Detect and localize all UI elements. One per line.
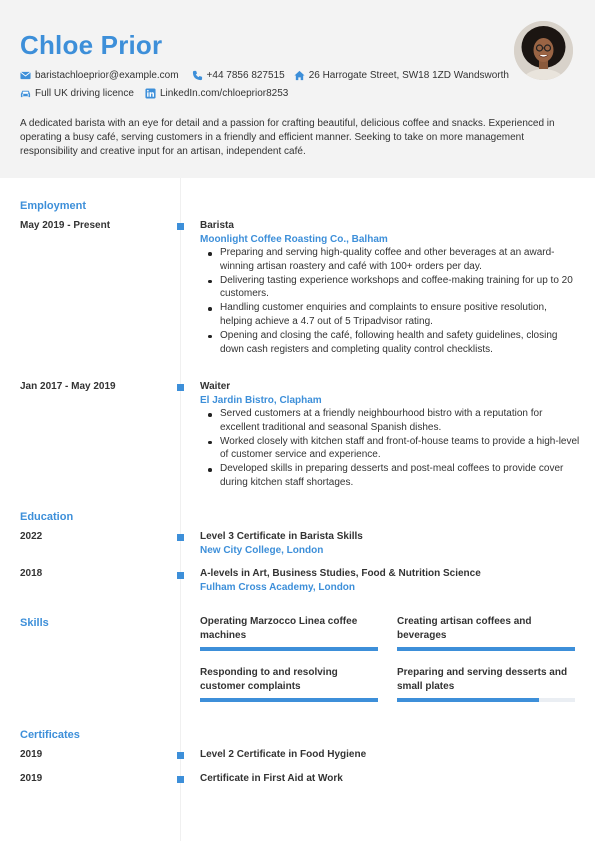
- job-1-role: Barista: [200, 220, 234, 231]
- job-2-bullets: [220, 407, 580, 490]
- certificates-section-title: Certificates: [20, 729, 80, 741]
- skill-level-bar: [397, 647, 575, 651]
- education-2-qualification: A-levels in Art, Business Studies, Food & Nutrition Science: [200, 568, 481, 579]
- education-section-title: Education: [20, 511, 74, 523]
- education-2-date: 2018: [20, 568, 43, 579]
- skill-item: [397, 666, 575, 694]
- skill-level-fill: [397, 647, 575, 651]
- list-item: Worked closely with kitchen staff and front-of-house teams to provide a high-level of customer service and experience.: [220, 435, 580, 461]
- contact-linkedin[interactable]: [145, 87, 288, 101]
- email-text: baristachloeprior@example.com: [35, 70, 179, 81]
- list-item: Opening and closing the café, following health and safety guidelines, closing down cash registers and completing quality control checklists.: [220, 329, 580, 357]
- phone-icon: [192, 70, 203, 81]
- job-1-bullets: [220, 246, 580, 356]
- job-2-role: Waiter: [200, 381, 231, 392]
- skill-level-bar: [200, 647, 378, 651]
- phone-text: +44 7856 827515: [206, 70, 285, 81]
- skill-item: [200, 666, 378, 694]
- contact-phone[interactable]: [192, 69, 285, 83]
- skills-section-title: Skills: [20, 617, 49, 629]
- linkedin-text: LinkedIn.com/chloeprior8253: [159, 88, 289, 99]
- education-1-institution: New City College, London: [200, 545, 324, 556]
- contact-row-2: [20, 87, 297, 101]
- skill-name: Creating artisan coffees and beverages: [397, 616, 532, 641]
- job-1-employer: Moonlight Coffee Roasting Co., Balham: [200, 234, 388, 245]
- list-item: Delivering tasting experience workshops and coffee-making training for up to 20 customers.: [220, 274, 580, 302]
- envelope-icon: [20, 70, 31, 81]
- address-text: 26 Harrogate Street, SW18 1ZD Wandsworth: [308, 70, 509, 81]
- avatar: [514, 21, 573, 80]
- skill-name: Preparing and serving desserts and small plates: [397, 667, 568, 692]
- timeline-marker: [177, 776, 184, 783]
- skill-level-bar: [200, 698, 378, 702]
- contact-address: [294, 69, 509, 83]
- contact-licence: [20, 87, 134, 101]
- skill-item: [397, 615, 575, 643]
- employment-section-title: Employment: [20, 200, 87, 212]
- candidate-name: Chloe Prior: [20, 30, 163, 60]
- job-1-date: May 2019 - Present: [20, 220, 111, 231]
- list-item: Developed skills in preparing desserts and post-meal coffees to provide cover during kitchen staff shortages.: [220, 462, 580, 490]
- certificate-1-date: 2019: [20, 749, 43, 760]
- timeline-marker: [177, 752, 184, 759]
- profile-summary: A dedicated barista with an eye for detail and a passion for crafting beautiful, delicious coffee and snacks. Experienced in operating a busy café, serving customers in a friendly and efficient manner. Seeking to take on more management responsibility and creative input for an artisan, independent café.: [20, 118, 555, 157]
- timeline-marker: [177, 534, 184, 541]
- car-icon: [20, 88, 31, 99]
- timeline-marker: [177, 384, 184, 391]
- header-panel: [0, 0, 595, 178]
- certificate-2-name: Certificate in First Aid at Work: [200, 773, 343, 784]
- education-2-institution: Fulham Cross Academy, London: [200, 582, 356, 593]
- skill-level-fill: [200, 698, 378, 702]
- profile-photo-icon: [514, 21, 573, 80]
- education-1-date: 2022: [20, 531, 43, 542]
- list-item: Preparing and serving high-quality coffee and other beverages at an award-winning artisan roastery and café with 100+ orders per day.: [220, 246, 580, 274]
- job-2-employer: El Jardin Bistro, Clapham: [200, 395, 322, 406]
- timeline-marker: [177, 572, 184, 579]
- skill-name: Operating Marzocco Linea coffee machines: [200, 616, 358, 641]
- skill-level-fill: [200, 647, 378, 651]
- contact-row-1: [20, 69, 518, 83]
- list-item: Handling customer enquiries and complaints to ensure positive resolution, helping achieve a 4.7 out of 5 Tripadvisor rating.: [220, 301, 580, 329]
- education-1-qualification: Level 3 Certificate in Barista Skills: [200, 531, 363, 542]
- linkedin-icon: [145, 88, 156, 99]
- certificate-1-name: Level 2 Certificate in Food Hygiene: [200, 749, 367, 760]
- certificate-2-date: 2019: [20, 773, 43, 784]
- skill-level-fill: [397, 698, 539, 702]
- licence-text: Full UK driving licence: [35, 88, 134, 99]
- timeline-marker: [177, 223, 184, 230]
- timeline-divider: [180, 178, 181, 841]
- home-icon: [294, 70, 305, 81]
- job-2-date: Jan 2017 - May 2019: [20, 381, 116, 392]
- list-item: Served customers at a friendly neighbourhood bistro with a reputation for excellent traditional and seasonal Spanish dishes.: [220, 407, 580, 435]
- skill-item: [200, 615, 378, 643]
- contact-email[interactable]: [20, 69, 179, 83]
- skill-name: Responding to and resolving customer complaints: [200, 667, 338, 692]
- skill-level-bar: [397, 698, 575, 702]
